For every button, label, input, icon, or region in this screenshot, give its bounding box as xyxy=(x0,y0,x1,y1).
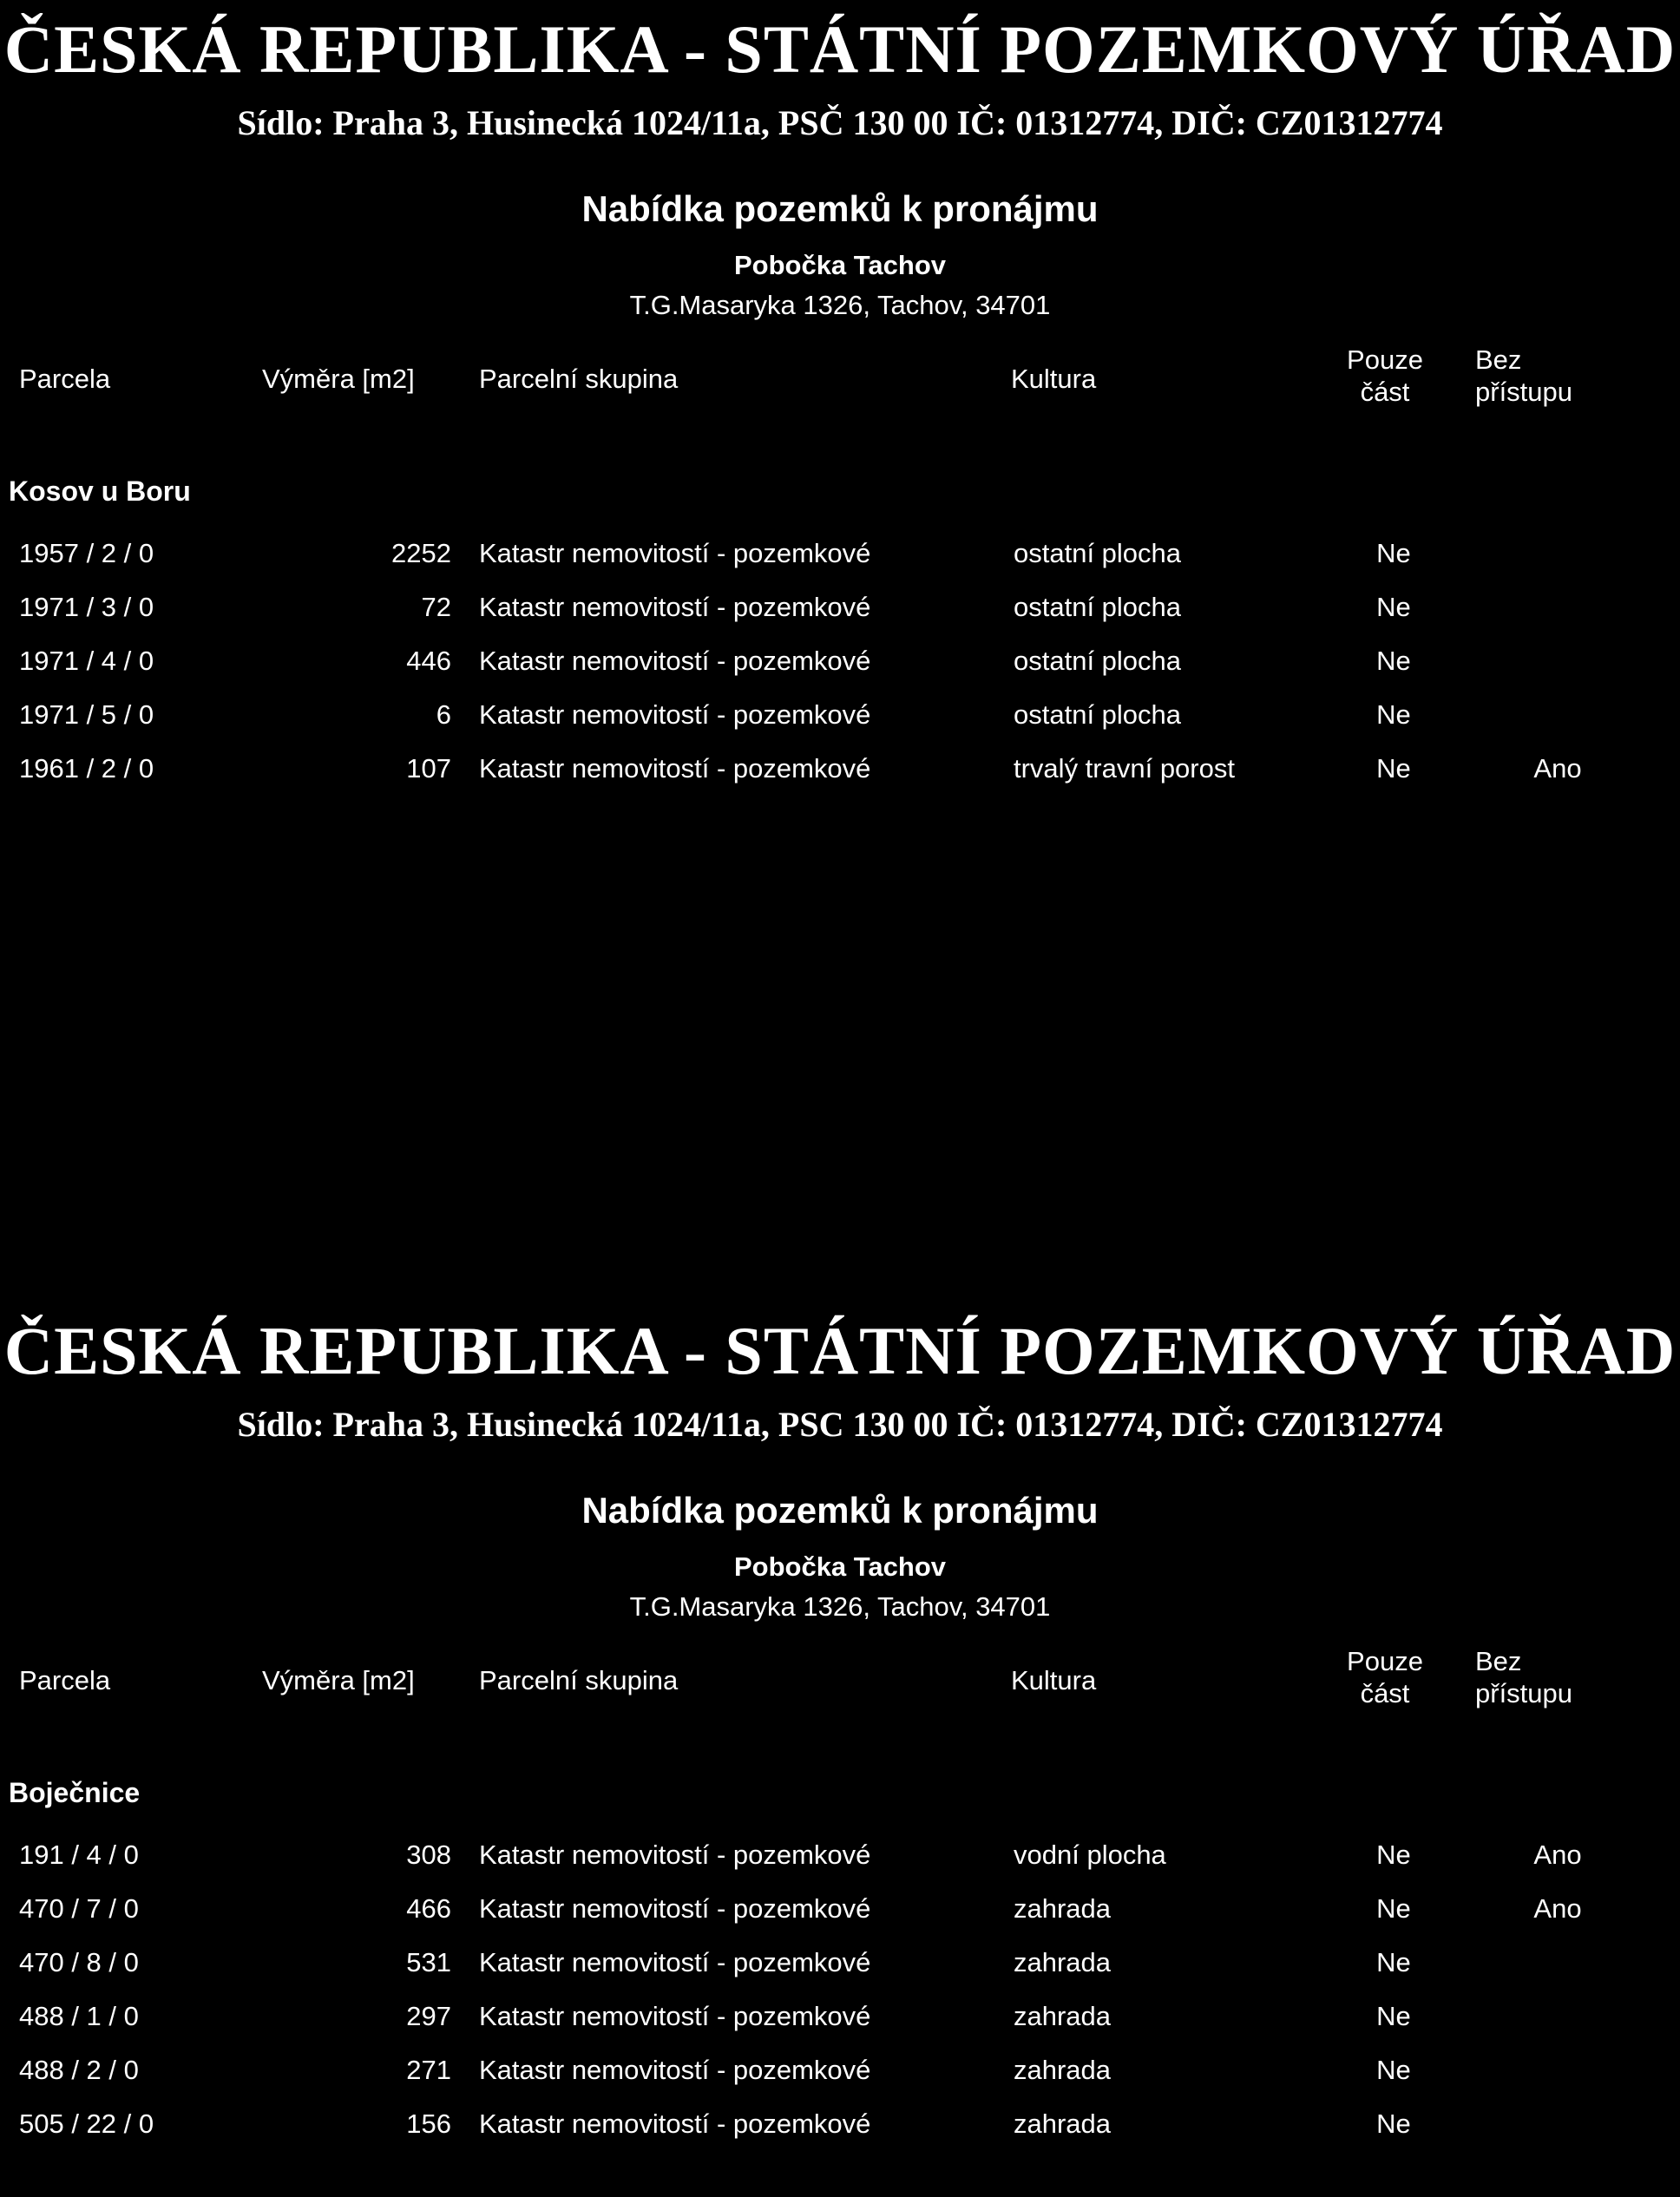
parcel-table xyxy=(0,536,1680,805)
branch-name: Pobočka Tachov xyxy=(733,250,947,280)
cell-skupina: Katastr nemovitostí - pozemkové xyxy=(479,2108,871,2139)
header-bez-line1: Bez xyxy=(1475,1646,1522,1676)
cell-kultura: zahrada xyxy=(1014,2001,1112,2031)
cell-parcela: 505 / 22 / 0 xyxy=(19,2108,154,2139)
cell-bez-pristupu: Ano xyxy=(1533,1840,1582,1870)
table-row xyxy=(0,536,1680,590)
table-row xyxy=(0,1892,1680,1945)
header-bez-line2: přístupu xyxy=(1475,377,1573,408)
parcel-table xyxy=(0,1838,1680,2161)
cell-vymera: 2252 xyxy=(391,538,451,568)
table-row xyxy=(0,2107,1680,2161)
cell-skupina: Katastr nemovitostí - pozemkové xyxy=(479,1947,871,1977)
cell-pouze-cast: Ne xyxy=(1376,592,1411,622)
cell-parcela: 470 / 7 / 0 xyxy=(19,1893,139,1924)
table-row xyxy=(0,1945,1680,1999)
document-title: ČESKÁ REPUBLIKA - STÁTNÍ POZEMKOVÝ ÚŘAD xyxy=(3,11,1677,87)
cell-vymera: 156 xyxy=(406,2108,451,2139)
cell-pouze-cast: Ne xyxy=(1376,2108,1411,2139)
cell-pouze-cast: Ne xyxy=(1376,2055,1411,2085)
header-skupina: Parcelní skupina xyxy=(479,364,679,394)
cell-pouze-cast: Ne xyxy=(1376,2001,1411,2031)
cell-kultura: vodní plocha xyxy=(1014,1840,1166,1870)
locality-heading: Boječnice xyxy=(9,1777,141,1808)
cell-vymera: 72 xyxy=(421,592,451,622)
cell-kultura: zahrada xyxy=(1014,1947,1112,1977)
cell-vymera: 271 xyxy=(406,2055,451,2085)
cell-pouze-cast: Ne xyxy=(1376,538,1411,568)
cell-vymera: 6 xyxy=(436,699,451,730)
header-parcela: Parcela xyxy=(19,364,111,394)
cell-skupina: Katastr nemovitostí - pozemkové xyxy=(479,592,871,622)
cell-parcela: 1957 / 2 / 0 xyxy=(19,538,154,568)
header-kultura: Kultura xyxy=(1011,364,1097,394)
header-bez-pristupu xyxy=(1475,1645,1572,1709)
cell-skupina: Katastr nemovitostí - pozemkové xyxy=(479,1893,871,1924)
header-skupina: Parcelní skupina xyxy=(479,1665,679,1695)
header-kultura: Kultura xyxy=(1011,1665,1097,1695)
cell-skupina: Katastr nemovitostí - pozemkové xyxy=(479,699,871,730)
table-row xyxy=(0,698,1680,751)
cell-skupina: Katastr nemovitostí - pozemkové xyxy=(479,538,871,568)
offer-heading: Nabídka pozemků k pronájmu xyxy=(581,188,1099,229)
cell-vymera: 446 xyxy=(406,646,451,676)
header-pouze-line2: část xyxy=(1360,377,1410,408)
cell-vymera: 107 xyxy=(406,753,451,784)
cell-kultura: zahrada xyxy=(1014,2055,1112,2085)
cell-pouze-cast: Ne xyxy=(1376,699,1411,730)
header-pouze-line1: Pouze xyxy=(1347,1646,1423,1676)
header-bez-line2: přístupu xyxy=(1475,1678,1573,1709)
cell-bez-pristupu: Ano xyxy=(1533,753,1582,784)
branch-name: Pobočka Tachov xyxy=(733,1551,947,1582)
cell-parcela: 488 / 2 / 0 xyxy=(19,2055,139,2085)
document-title: ČESKÁ REPUBLIKA - STÁTNÍ POZEMKOVÝ ÚŘAD xyxy=(3,1313,1677,1388)
table-row xyxy=(0,644,1680,698)
cell-skupina: Katastr nemovitostí - pozemkové xyxy=(479,753,871,784)
cell-parcela: 1971 / 3 / 0 xyxy=(19,592,154,622)
cell-skupina: Katastr nemovitostí - pozemkové xyxy=(479,2055,871,2085)
cell-pouze-cast: Ne xyxy=(1376,1893,1411,1924)
cell-kultura: ostatní plocha xyxy=(1014,538,1182,568)
cell-skupina: Katastr nemovitostí - pozemkové xyxy=(479,1840,871,1870)
cell-kultura: ostatní plocha xyxy=(1014,592,1182,622)
header-bez-line1: Bez xyxy=(1475,344,1522,375)
cell-kultura: trvalý travní porost xyxy=(1014,753,1235,784)
cell-skupina: Katastr nemovitostí - pozemkové xyxy=(479,646,871,676)
offer-heading: Nabídka pozemků k pronájmu xyxy=(581,1490,1099,1531)
table-row xyxy=(0,751,1680,805)
header-vymera: Výměra [m2] xyxy=(262,1665,415,1695)
cell-pouze-cast: Ne xyxy=(1376,1840,1411,1870)
branch-address: T.G.Masaryka 1326, Tachov, 34701 xyxy=(629,290,1051,320)
cell-vymera: 297 xyxy=(406,2001,451,2031)
header-parcela: Parcela xyxy=(19,1665,111,1695)
cell-pouze-cast: Ne xyxy=(1376,753,1411,784)
locality-heading: Kosov u Boru xyxy=(9,475,191,507)
cell-vymera: 531 xyxy=(406,1947,451,1977)
seat-line: Sídlo: Praha 3, Husinecká 1024/11a, PSC 130 00 IČ: 01312774, DIČ: CZ01312774 xyxy=(237,1405,1443,1444)
cell-parcela: 1961 / 2 / 0 xyxy=(19,753,154,784)
table-row xyxy=(0,1999,1680,2053)
cell-kultura: ostatní plocha xyxy=(1014,646,1182,676)
cell-kultura: zahrada xyxy=(1014,2108,1112,2139)
cell-parcela: 1971 / 4 / 0 xyxy=(19,646,154,676)
cell-bez-pristupu: Ano xyxy=(1533,1893,1582,1924)
header-bez-pristupu xyxy=(1475,344,1572,408)
header-pouze-line1: Pouze xyxy=(1347,344,1423,375)
cell-vymera: 308 xyxy=(406,1840,451,1870)
branch-address: T.G.Masaryka 1326, Tachov, 34701 xyxy=(629,1591,1051,1622)
table-row xyxy=(0,1838,1680,1892)
table-row xyxy=(0,590,1680,644)
cell-kultura: ostatní plocha xyxy=(1014,699,1182,730)
cell-parcela: 1971 / 5 / 0 xyxy=(19,699,154,730)
cell-parcela: 488 / 1 / 0 xyxy=(19,2001,139,2031)
cell-pouze-cast: Ne xyxy=(1376,646,1411,676)
table-row xyxy=(0,2053,1680,2107)
cell-parcela: 470 / 8 / 0 xyxy=(19,1947,139,1977)
header-pouze-cast xyxy=(1333,344,1437,408)
cell-parcela: 191 / 4 / 0 xyxy=(19,1840,139,1870)
cell-skupina: Katastr nemovitostí - pozemkové xyxy=(479,2001,871,2031)
header-pouze-cast xyxy=(1333,1645,1437,1709)
header-vymera: Výměra [m2] xyxy=(262,364,415,394)
cell-vymera: 466 xyxy=(406,1893,451,1924)
seat-line: Sídlo: Praha 3, Husinecká 1024/11a, PSČ 130 00 IČ: 01312774, DIČ: CZ01312774 xyxy=(237,103,1443,142)
header-pouze-line2: část xyxy=(1360,1678,1410,1709)
cell-pouze-cast: Ne xyxy=(1376,1947,1411,1977)
cell-kultura: zahrada xyxy=(1014,1893,1112,1924)
